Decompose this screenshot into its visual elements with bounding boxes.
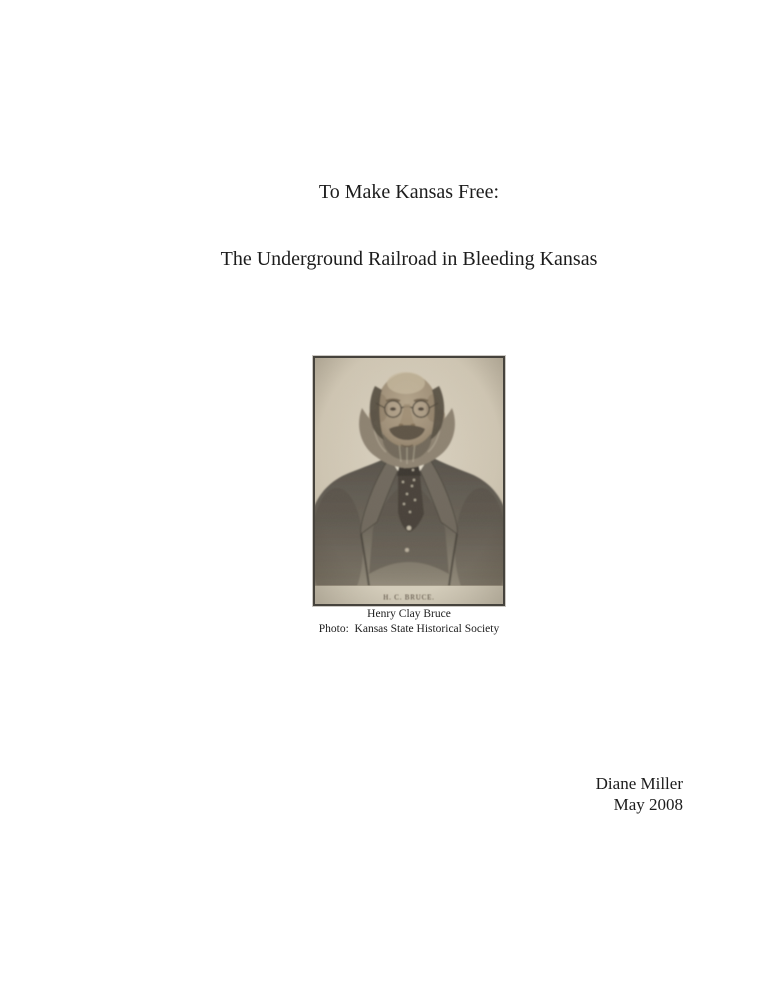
byline-date: May 2008 — [613, 795, 683, 814]
photo-caption-credit: Photo: Kansas State Historical Society — [318, 622, 500, 635]
portrait-photo-frame — [313, 356, 505, 606]
document-title-line2: The Underground Railroad in Bleeding Kansas — [220, 248, 598, 270]
byline-author: Diane Miller — [595, 774, 683, 793]
photo-caption-block — [46, 607, 772, 636]
henry-clay-bruce-portrait — [315, 358, 503, 604]
photo-caption-name: Henry Clay Bruce — [367, 608, 451, 620]
byline-block — [596, 773, 683, 815]
document-title-line1: To Make Kansas Free: — [318, 181, 500, 203]
photo-grain — [315, 358, 503, 604]
